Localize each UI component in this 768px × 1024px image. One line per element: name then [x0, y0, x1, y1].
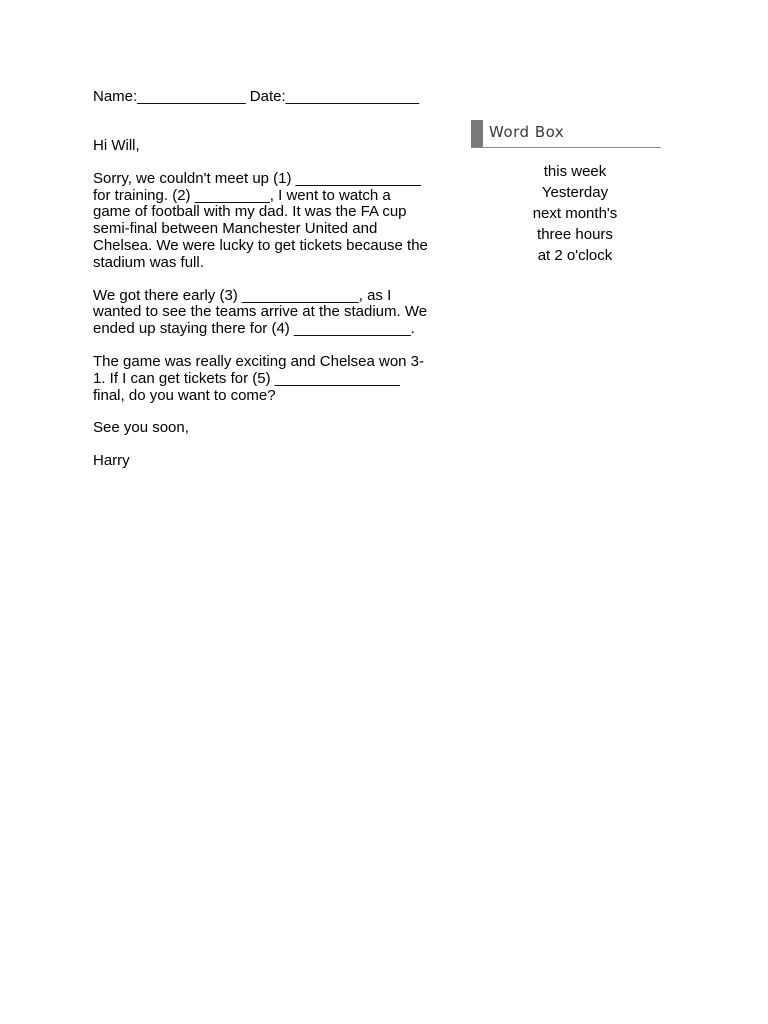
letter-body: [93, 138, 443, 470]
letter-paragraph-2: We got there early (3) ______________, as I wanted to see the teams arrive at the stadium. We ended up staying there for (4) ______________.: [93, 286, 428, 338]
letter-signature: Harry: [93, 452, 130, 470]
letter-paragraph-1: Sorry, we couldn't meet up (1) _______________ for training. (2) _________, I went to watch a game of football with my dad. It was the FA cup semi-final between Manchester United and Chelsea. We were lucky to get tickets because the stadium was full.: [93, 169, 428, 271]
word-item: at 2 o'clock: [537, 247, 613, 264]
letter-greeting: Hi Will,: [93, 137, 140, 154]
word-item: Yesterday: [541, 184, 609, 201]
name-date-line: Name:_____________ Date:________________: [93, 88, 420, 105]
word-box-accent-bar: [471, 120, 483, 147]
word-box-title: Word Box: [489, 123, 565, 141]
word-box: [471, 119, 661, 264]
letter-paragraph-3: The game was really exciting and Chelsea won 3- 1. If I can get tickets for (5) _______________ final, do you want to come?: [93, 352, 425, 404]
word-item: next month's: [532, 205, 618, 222]
word-item: three hours: [537, 226, 613, 243]
letter-closing: See you soon,: [93, 419, 189, 437]
word-item: this week: [543, 163, 607, 180]
word-list: [471, 161, 679, 266]
word-box-header: [471, 119, 661, 148]
